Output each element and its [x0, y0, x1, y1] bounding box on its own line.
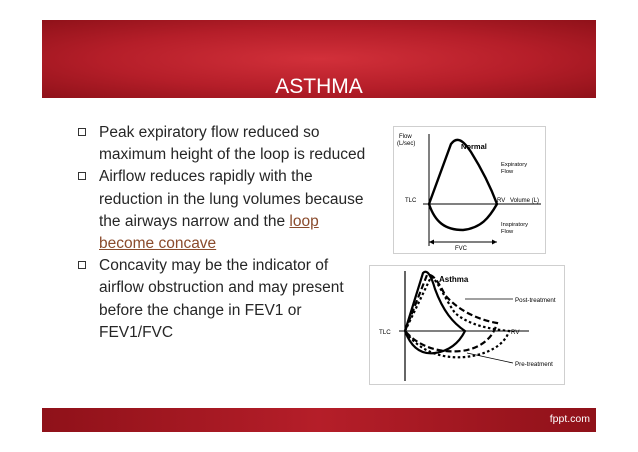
- tlc-label: TLC: [405, 198, 417, 204]
- inspiratory-flow-label: Flow: [501, 229, 514, 235]
- square-bullet-icon: [78, 172, 86, 180]
- concave-link[interactable]: loop become concave: [99, 212, 319, 253]
- asthma-loop-figure: [369, 265, 565, 385]
- square-bullet-icon: [78, 128, 86, 136]
- bullet-item: [76, 166, 366, 255]
- bullet-list: [76, 122, 366, 344]
- bullet-item: [76, 255, 366, 344]
- normal-title: Normal: [461, 142, 487, 151]
- rv-label: RV: [497, 198, 506, 204]
- footer-bar: [42, 408, 596, 432]
- expiratory-flow-label: Flow: [501, 169, 514, 175]
- post-treatment-label: Post-treatment: [515, 297, 556, 304]
- flow-label: Flow: [399, 134, 412, 140]
- bullet-text: Concavity may be the indicator of airflow obstruction and may present before the change in FEV1 or FEV1/FVC: [99, 257, 344, 341]
- bullet-text: Peak expiratory flow reduced so maximum height of the loop is reduced: [99, 124, 366, 164]
- volume-label: Volume (L): [510, 198, 540, 204]
- asthma-title: Asthma: [439, 275, 469, 284]
- flow-unit-label: (L/sec): [397, 141, 416, 147]
- slide-title: ASTHMA: [275, 75, 363, 98]
- expiratory-label: Expiratory: [501, 162, 528, 168]
- footer-brand: fppt.com: [549, 413, 590, 425]
- bullet-item: [76, 122, 366, 166]
- fvc-label: FVC: [455, 246, 467, 252]
- square-bullet-icon: [78, 261, 86, 269]
- asthma-tlc-label: TLC: [379, 329, 391, 336]
- asthma-rv-label: RV: [511, 329, 520, 336]
- title-bar: [42, 20, 596, 98]
- bullet-text: Airflow reduces rapidly with the reduction in the lung volumes because the airways narrow and the: [99, 168, 364, 230]
- inspiratory-label: Inspiratory: [501, 222, 529, 228]
- pre-treatment-label: Pre-treatment: [515, 361, 553, 368]
- normal-loop-figure: [393, 126, 546, 254]
